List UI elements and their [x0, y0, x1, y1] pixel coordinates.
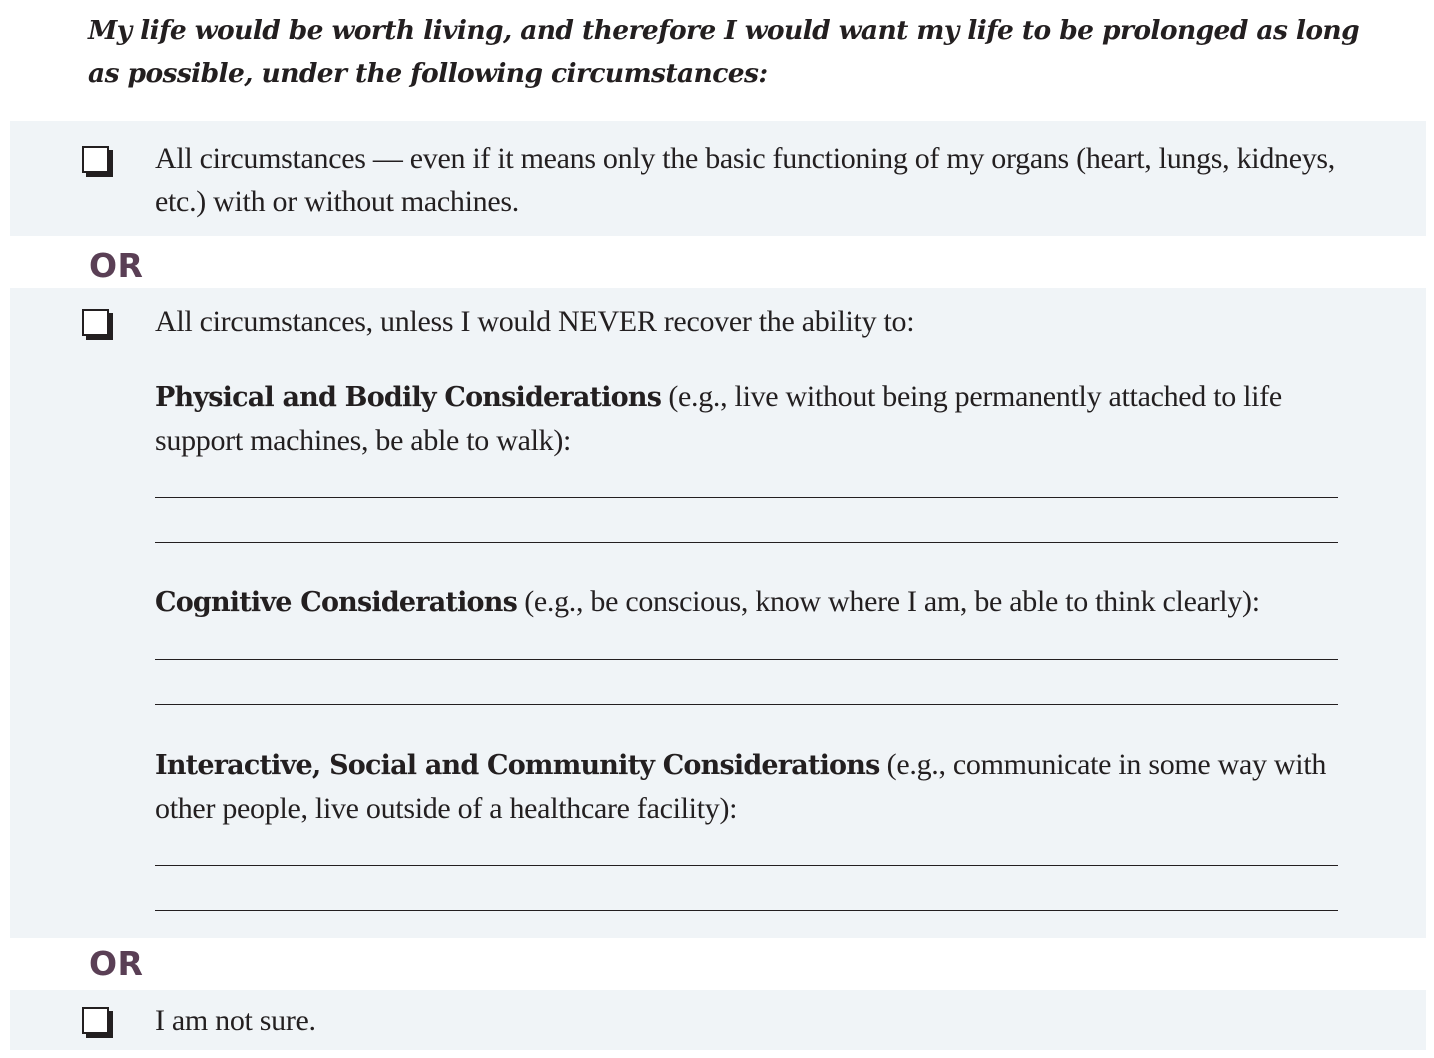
cognitive-considerations	[155, 580, 1350, 624]
interactive-considerations	[155, 743, 1350, 830]
physical-considerations-input-line-2[interactable]	[155, 542, 1338, 543]
interactive-considerations-text	[155, 743, 1350, 830]
physical-considerations	[155, 375, 1350, 462]
cognitive-considerations-input-line-2[interactable]	[155, 704, 1338, 705]
option-text-unless-never-recover: All circumstances, unless I would NEVER recover the ability to:	[155, 305, 915, 338]
option-text-all-circumstances: All circumstances — even if it means only the basic functioning of my organs (heart, lungs, kidneys, etc.) with or without machines.	[155, 142, 1336, 218]
checkbox-all-circumstances[interactable]	[82, 146, 109, 173]
checkbox-unless-never-recover[interactable]	[82, 309, 109, 336]
or-separator: OR	[89, 246, 144, 285]
physical-considerations-description: (e.g., live without being permanently attached to life support machines, be able to walk):	[155, 380, 1282, 457]
cognitive-considerations-heading: Cognitive Considerations	[155, 587, 517, 618]
checkbox-not-sure[interactable]	[82, 1007, 109, 1034]
interactive-considerations-input-line-2[interactable]	[155, 910, 1338, 911]
physical-considerations-heading: Physical and Bodily Considerations	[155, 382, 662, 413]
intro-heading: My life would be worth living, and therefore I would want my life to be prolonged as long as possible, under the following circumstances:	[88, 15, 1360, 89]
interactive-considerations-description: (e.g., communicate in some way with other people, live outside of a healthcare facility):	[155, 748, 1327, 825]
interactive-considerations-input-line-1[interactable]	[155, 865, 1338, 866]
option-text-not-sure: I am not sure.	[155, 1004, 316, 1037]
or-separator: OR	[89, 944, 144, 983]
cognitive-considerations-input-line-1[interactable]	[155, 659, 1338, 660]
physical-considerations-input-line-1[interactable]	[155, 497, 1338, 498]
cognitive-considerations-text	[155, 580, 1350, 624]
cognitive-considerations-description: (e.g., be conscious, know where I am, be able to think clearly):	[517, 585, 1260, 618]
physical-considerations-text	[155, 375, 1350, 462]
interactive-considerations-heading: Interactive, Social and Community Considerations	[155, 750, 880, 781]
